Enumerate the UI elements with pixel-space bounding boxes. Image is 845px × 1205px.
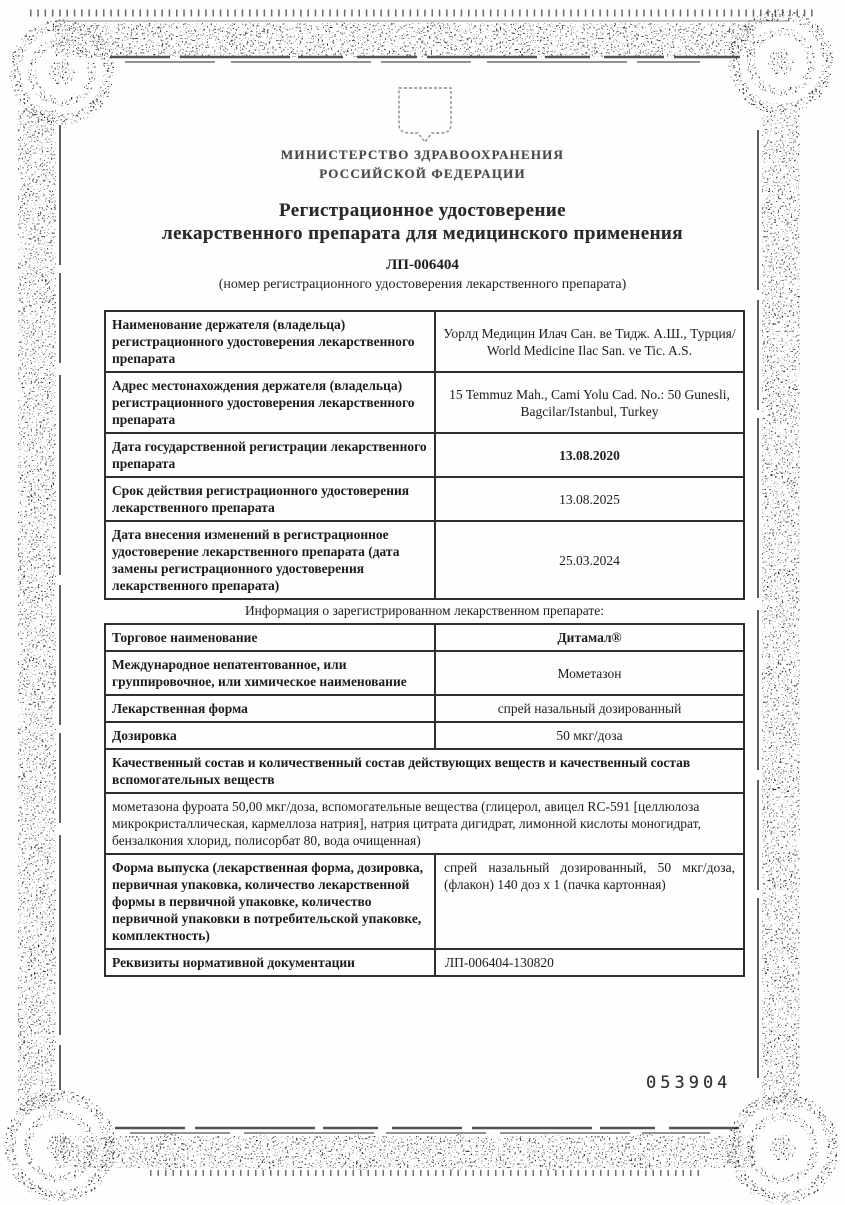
table-row bbox=[105, 477, 744, 521]
top-border-band bbox=[30, 13, 815, 62]
ministry-name-line2: РОССИЙСКОЙ ФЕДЕРАЦИИ bbox=[319, 165, 526, 181]
table-row bbox=[105, 793, 744, 854]
table-row bbox=[105, 695, 744, 722]
table-row bbox=[105, 854, 744, 949]
row-label: Международное непатентованное, или группировочное, или химическое наименование bbox=[105, 651, 435, 695]
corner-rosette-top-right bbox=[734, 15, 828, 109]
document-title-line2: лекарственного препарата для медицинского применения bbox=[162, 223, 683, 245]
composition-heading: Качественный состав и количественный состав действующих веществ и качественный состав вспомогательных веществ bbox=[105, 749, 744, 793]
holder-table bbox=[104, 310, 745, 600]
table-row bbox=[105, 521, 744, 599]
corner-rosette-bottom-left bbox=[10, 1096, 110, 1196]
row-label: Наименование держателя (владельца) регистрационного удостоверения лекарственного препарата bbox=[105, 311, 435, 372]
table-row bbox=[105, 372, 744, 433]
row-value: 25.03.2024 bbox=[435, 521, 744, 599]
info-section-heading: Информация о зарегистрированном лекарственном препарате: bbox=[244, 603, 605, 618]
table-row bbox=[105, 624, 744, 651]
corner-rosette-bottom-right bbox=[733, 1098, 833, 1198]
row-label: Форма выпуска (лекарственная форма, дозировка, первичная упаковка, количество лекарственной формы в первичной упаковке, количество первичной упаковки в потребительской упаковке, комплектность) bbox=[105, 854, 435, 949]
table-row bbox=[105, 949, 744, 976]
table-row bbox=[105, 749, 744, 793]
row-value: 13.08.2025 bbox=[435, 477, 744, 521]
row-value: спрей назальный дозированный bbox=[435, 695, 744, 722]
composition-text: мометазона фуроата 50,00 мкг/доза, вспомогательные вещества (глицерол, авицел RC-591 [целлюлоза микрокристаллическая, кармеллоза натрия], натрия цитрата дигидрат, лимонной кислоты моногидрат, бензалкония хлорид, полисорбат 80, вода очищенная) bbox=[105, 793, 744, 854]
document-title-line1: Регистрационное удостоверение bbox=[279, 200, 566, 221]
row-label: Дата внесения изменений в регистрационное удостоверение лекарственного препарата (дата замены регистрационного удостоверения лекарственного препарата) bbox=[105, 521, 435, 599]
row-label: Лекарственная форма bbox=[105, 695, 435, 722]
row-value: Дитамал® bbox=[435, 624, 744, 651]
row-value: 13.08.2020 bbox=[435, 433, 744, 477]
serial-number: 053904 bbox=[646, 1073, 732, 1093]
row-label: Адрес местонахождения держателя (владельца) регистрационного удостоверения лекарственного препарата bbox=[105, 372, 435, 433]
row-label: Срок действия регистрационного удостоверения лекарственного препарата bbox=[105, 477, 435, 521]
coat-of-arms-icon bbox=[399, 88, 451, 142]
row-value: 15 Temmuz Mah., Cami Yolu Cad. No.: 50 Gunesli, Bagcilar/Istanbul, Turkey bbox=[435, 372, 744, 433]
registration-number: ЛП-006404 bbox=[386, 257, 459, 273]
bottom-border-band bbox=[55, 1128, 755, 1173]
registration-number-caption: (номер регистрационного удостоверения лекарственного препарата) bbox=[218, 277, 627, 292]
row-value: 50 мкг/доза bbox=[435, 722, 744, 749]
row-value: спрей назальный дозированный, 50 мкг/доза, (флакон) 140 доз х 1 (пачка картонная) bbox=[435, 854, 744, 949]
product-info-table bbox=[104, 623, 745, 977]
ministry-name-line1: МИНИСТЕРСТВО ЗДРАВООХРАНЕНИЯ bbox=[280, 147, 565, 162]
row-value: Мометазон bbox=[435, 651, 744, 695]
ministry-name bbox=[0, 146, 845, 184]
corner-rosette-top-left bbox=[15, 25, 109, 119]
table-row bbox=[105, 722, 744, 749]
document-title bbox=[0, 199, 845, 245]
row-label: Реквизиты нормативной документации bbox=[105, 949, 435, 976]
row-label: Дата государственной регистрации лекарственного препарата bbox=[105, 433, 435, 477]
row-label: Торговое наименование bbox=[105, 624, 435, 651]
certificate-tables bbox=[104, 310, 745, 977]
row-value: ЛП-006404-130820 bbox=[435, 949, 744, 976]
row-label: Дозировка bbox=[105, 722, 435, 749]
table-row bbox=[105, 433, 744, 477]
row-value: Уорлд Медицин Илач Сан. ве Тидж. А.Ш., Турция/ World Medicine Ilac San. ve Tic. A.S. bbox=[435, 311, 744, 372]
table-row bbox=[105, 651, 744, 695]
table-row bbox=[105, 311, 744, 372]
